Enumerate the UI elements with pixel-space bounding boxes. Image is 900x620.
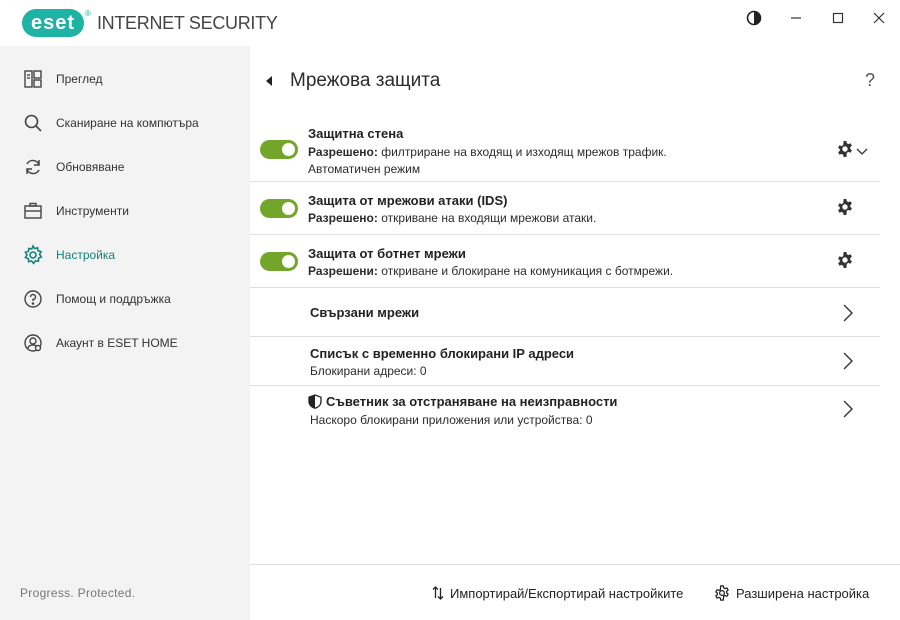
chevron-right-icon — [842, 399, 854, 419]
back-arrow-icon[interactable] — [264, 74, 274, 86]
row-desc: Разрешено: откриване на входящи мрежови атаки. — [308, 211, 597, 225]
toggle-row-firewall — [250, 114, 880, 182]
gear-icon[interactable] — [836, 198, 854, 216]
advanced-setup-button[interactable]: Разширена настройка — [714, 583, 869, 603]
row-title: Защита от мрежови атаки (IDS) — [308, 193, 508, 208]
minimize-icon[interactable] — [782, 6, 810, 30]
maximize-icon[interactable] — [824, 6, 852, 30]
link-row-blocked-ips[interactable] — [250, 337, 880, 386]
sidebar-item-setup[interactable] — [22, 242, 115, 268]
chevron-right-icon — [842, 351, 854, 371]
sidebar-item-label: Помощ и поддръжка — [56, 292, 171, 306]
tagline: Progress. Protected. — [20, 586, 136, 600]
chevron-down-icon[interactable] — [856, 144, 868, 154]
chevron-right-icon — [842, 303, 854, 323]
ids-toggle[interactable] — [260, 199, 298, 218]
sidebar-item-help[interactable] — [22, 286, 171, 312]
gear-icon — [714, 585, 730, 601]
close-icon[interactable] — [865, 6, 893, 30]
row-desc: Разрешено: филтриране на входящ и изходящ мрежов трафик. — [308, 145, 667, 159]
gear-icon[interactable] — [836, 140, 854, 158]
botnet-toggle[interactable] — [260, 252, 298, 271]
link-row-connected-networks[interactable] — [250, 288, 880, 337]
sidebar-item-label: Акаунт в ESET HOME — [56, 336, 178, 350]
theme-toggle-icon[interactable] — [740, 6, 768, 30]
shield-icon — [308, 394, 322, 409]
tools-icon — [22, 200, 44, 222]
toggle-row-ids — [250, 182, 880, 235]
eset-logo: eset ® INTERNET SECURITY — [22, 9, 278, 37]
sidebar-item-tools[interactable] — [22, 198, 129, 224]
sidebar-item-label: Преглед — [56, 72, 103, 86]
update-icon — [22, 156, 44, 178]
sidebar-item-account[interactable] — [22, 330, 178, 356]
account-icon — [22, 332, 44, 354]
sidebar-item-label: Настройка — [56, 248, 116, 262]
row-title: Защитна стена — [308, 126, 404, 141]
scan-icon — [22, 112, 44, 134]
row-desc: Наскоро блокирани приложения или устройства: 0 — [310, 413, 593, 427]
toggle-row-botnet — [250, 235, 880, 288]
row-title: Списък с временно блокирани IP адреси — [310, 346, 575, 361]
main-panel — [250, 46, 900, 620]
sidebar-item-label: Обновяване — [56, 160, 125, 174]
footer-divider — [250, 564, 900, 565]
sidebar-item-update[interactable] — [22, 154, 124, 180]
setup-icon — [22, 244, 44, 266]
logo-mark: eset — [22, 9, 84, 37]
overview-icon — [22, 68, 44, 90]
product-name: INTERNET SECURITY — [96, 12, 278, 33]
row-title: Свързани мрежи — [310, 305, 420, 320]
page-title: Мрежова защита — [290, 70, 441, 91]
row-title: Защита от ботнет мрежи — [308, 246, 466, 261]
row-extra: Автоматичен режим — [308, 162, 421, 176]
gear-icon[interactable] — [836, 251, 854, 269]
row-desc: Блокирани адреси: 0 — [310, 364, 427, 378]
sidebar-item-overview[interactable] — [22, 66, 103, 92]
import-export-button[interactable]: Импортирай/Експортирай настройките — [432, 583, 683, 603]
sidebar — [0, 46, 250, 620]
link-row-troubleshooting[interactable] — [250, 386, 880, 436]
title-bar — [0, 0, 900, 46]
firewall-toggle[interactable] — [260, 140, 298, 159]
row-title: Съветник за отстраняване на неизправности — [310, 394, 617, 409]
sidebar-item-scan[interactable] — [22, 110, 199, 136]
help-icon — [22, 288, 44, 310]
help-button[interactable]: ? — [865, 70, 876, 90]
sidebar-item-label: Инструменти — [56, 204, 129, 218]
row-desc: Разрешени: откриване и блокиране на комуникация с ботмрежи. — [308, 264, 674, 278]
import-export-icon — [432, 585, 444, 601]
sidebar-item-label: Сканиране на компютъра — [56, 116, 199, 130]
